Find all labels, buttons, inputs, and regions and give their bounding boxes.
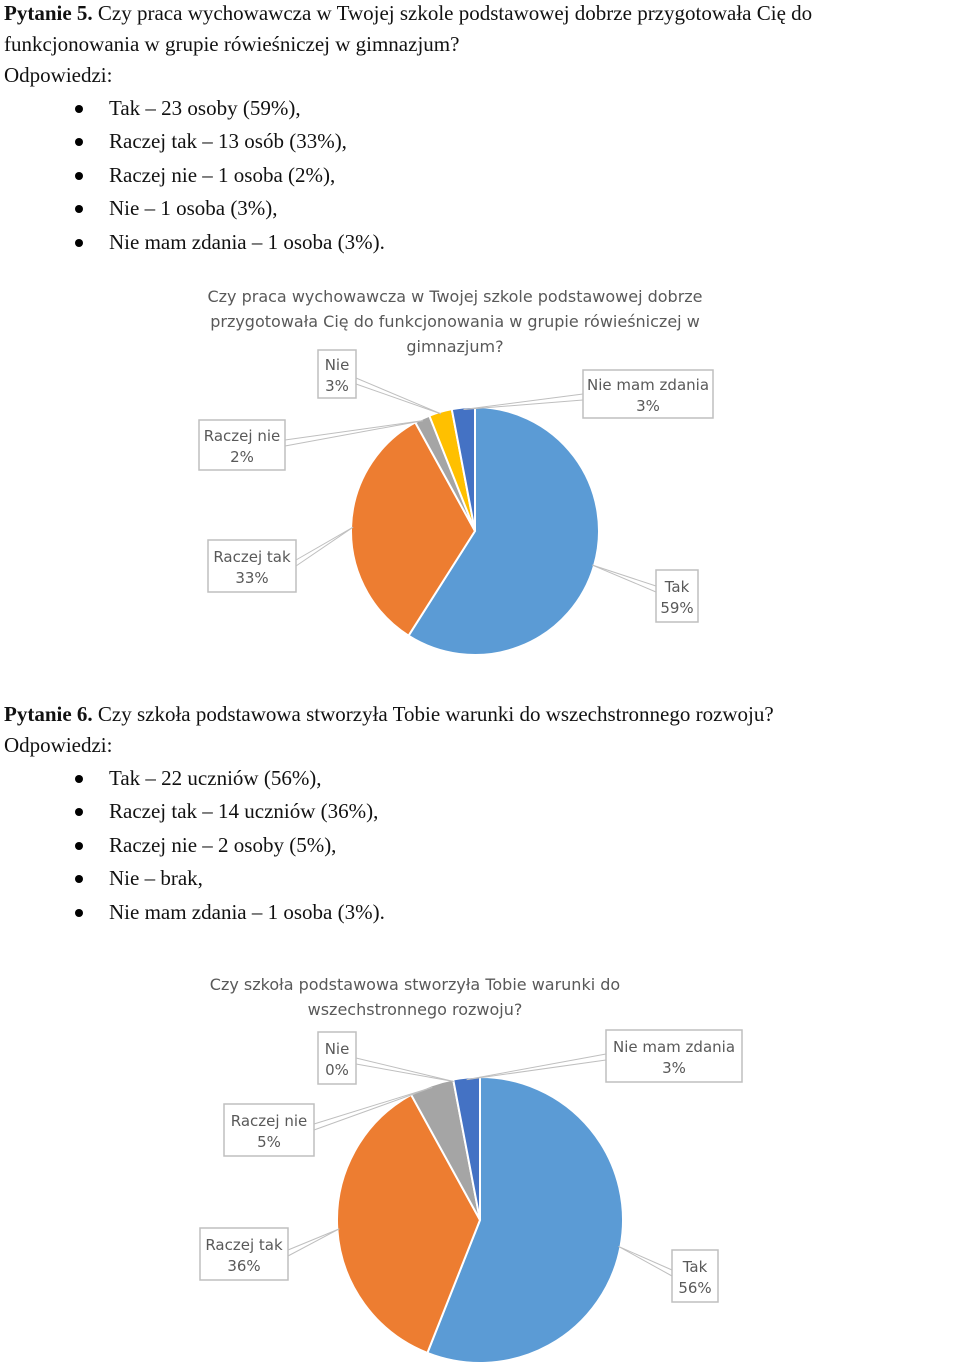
q5-answer-item: Raczej nie – 1 osoba (2%),	[109, 159, 385, 192]
label-category: Tak	[664, 578, 690, 596]
q6-answer-item: Nie mam zdania – 1 osoba (3%).	[109, 896, 385, 929]
label-category: Nie	[324, 356, 350, 374]
data-label-raczej-tak	[200, 1228, 339, 1280]
q6-answers-heading: Odpowiedzi:	[4, 733, 113, 757]
label-percent: 3%	[662, 1059, 686, 1077]
q5-heading-label: Pytanie 5.	[4, 1, 93, 25]
label-percent: 59%	[660, 599, 694, 617]
label-percent: 3%	[325, 377, 349, 395]
q6-answer-item: Raczej tak – 14 uczniów (36%),	[109, 795, 385, 828]
label-percent: 3%	[636, 397, 660, 415]
q6-question-text: Czy szkoła podstawowa stworzyła Tobie warunki do wszechstronnego rozwoju?	[97, 702, 774, 726]
chart1-title-line: przygotowała Cię do funkcjonowania w grupie rówieśniczej w	[210, 312, 700, 331]
label-category: Raczej tak	[213, 548, 291, 566]
q6-answer-item: Nie – brak,	[109, 862, 385, 895]
label-category: Nie	[324, 1040, 350, 1058]
label-percent: 33%	[235, 569, 269, 587]
q5-question-text: Czy praca wychowawcza w Twojej szkole podstawowej dobrze przygotowała Cię do	[97, 1, 813, 25]
chart2-title-line: wszechstronnego rozwoju?	[307, 1000, 523, 1019]
q6-heading-label: Pytanie 6.	[4, 702, 93, 726]
data-label-nie	[318, 1032, 454, 1084]
chart1-title-line: Czy praca wychowawcza w Twojej szkole podstawowej dobrze	[207, 287, 703, 306]
q5-answers-heading: Odpowiedzi:	[4, 63, 113, 87]
q5-answer-item: Nie mam zdania – 1 osoba (3%).	[109, 226, 385, 259]
label-percent: 5%	[257, 1133, 281, 1151]
label-category: Tak	[682, 1258, 708, 1276]
label-category: Raczej nie	[203, 427, 281, 445]
label-percent: 56%	[678, 1279, 712, 1297]
q5-answer-item: Raczej tak – 13 osób (33%),	[109, 125, 385, 158]
label-percent: 2%	[230, 448, 254, 466]
data-label-tak	[619, 1246, 718, 1302]
label-percent: 0%	[325, 1061, 349, 1079]
label-category: Raczej tak	[205, 1236, 283, 1254]
label-category: Nie mam zdania	[612, 1038, 736, 1056]
q5-question-line2: funkcjonowania w grupie rówieśniczej w gimnazjum?	[4, 32, 460, 56]
q5-answer-item: Tak – 23 osoby (59%),	[109, 92, 385, 125]
label-category: Nie mam zdania	[586, 376, 710, 394]
label-percent: 36%	[227, 1257, 261, 1275]
label-category: Raczej nie	[230, 1112, 308, 1130]
q5-answer-item: Nie – 1 osoba (3%),	[109, 192, 385, 225]
chart1-title-line: gimnazjum?	[406, 337, 504, 356]
q6-answer-item: Tak – 22 uczniów (56%),	[109, 762, 385, 795]
data-label-nie-mam-zdania	[467, 1030, 742, 1082]
chart2-title-line: Czy szkoła podstawowa stworzyła Tobie warunki do	[209, 975, 621, 994]
q6-answer-item: Raczej nie – 2 osoby (5%),	[109, 829, 385, 862]
